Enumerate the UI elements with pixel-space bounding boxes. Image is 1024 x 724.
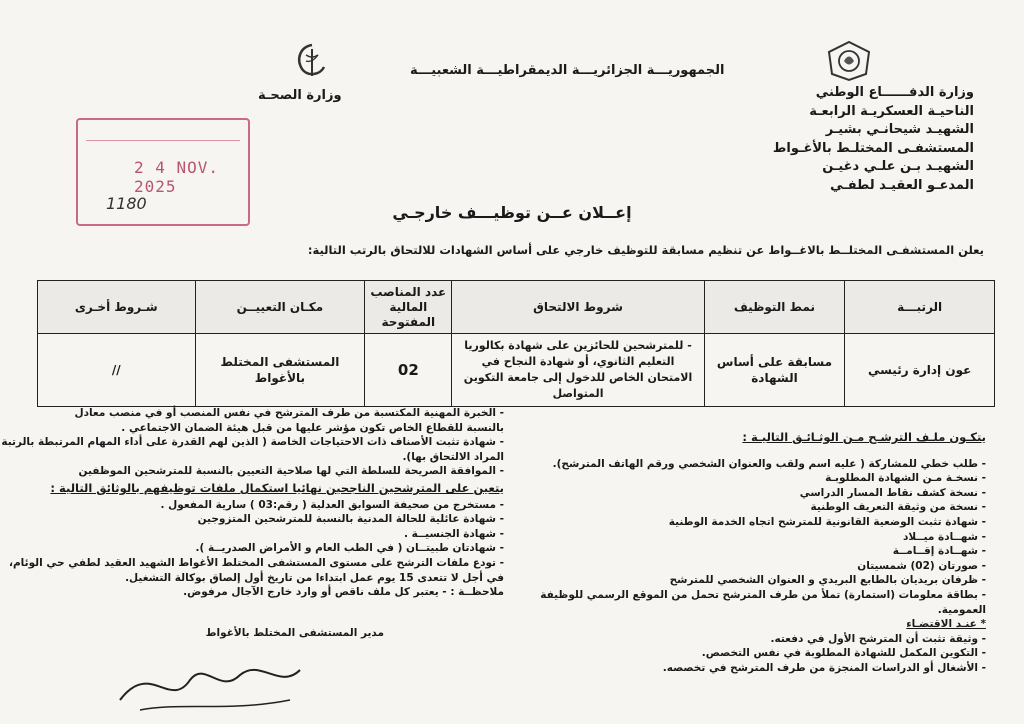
list-item: - نسخـة مـن الشهادة المطلوبـة: [825, 472, 986, 485]
issuer-line: وزارة الدفــــــاع الوطني: [815, 85, 974, 100]
issuer-line: المدعـو العقيـد لطفـي: [830, 177, 974, 193]
list-item: - شهادة تثبت الوضعية القانونية للمترشح اتجاه الخدمة الوطنية: [668, 515, 986, 528]
list-item: في أجل لا تتعدى 15 يوم عمل ابتداءا من تاريخ أول إلصاق بوكالة التشغيل.: [125, 571, 504, 584]
list-item: - صورتان (02) شمسيتان: [857, 559, 986, 572]
announcement-intro: يعلن المستشفـى المختلــط بالاغــواط عن تنظيم مسابقة للتوظيف خارجي على أساس الشهادات للالتحاق بالرتب التالية:: [307, 243, 984, 257]
list-item: * عنـد الاقتضـاء: [906, 618, 986, 631]
mode-cell: مسابقة على أساس الشهادة: [704, 334, 845, 407]
final-documents-heading: يتعين على المترشحين الناجحين نهائيا استكمال ملفات توظيفهم بالوثائق التالية :: [50, 480, 504, 495]
list-item: - شهادة الجنسيــة .: [403, 527, 504, 540]
list-item: - وثيقة تثبت أن المترشح الأول في دفعته.: [770, 632, 986, 645]
list-item: - شهــادة ميــلاد: [903, 530, 986, 543]
list-item: - طلب خطي للمشاركة ( عليه اسم ولقب والعنوان الشخصي ورقم الهاتف المترشح).: [552, 457, 986, 470]
list-item: - بطاقة معلومات (استمارة) تملأ من طرف المترشح تحمل من الموقع الرسمي للوظيفة العمومية.: [540, 588, 986, 616]
list-item: - نسخة كشف نقاط المسار الدراسي: [799, 486, 986, 499]
conditions-cell: - للمترشحين للحائزين على شهادة بكالوريا التعليم الثانوي، أو شهادة النجاح في الامتحان الخاص للدخول إلى جامعة التكوين المتواصل: [452, 334, 704, 407]
ministry-health: وزارة الصحـة: [258, 88, 342, 103]
list-item: - تودع ملفات الترشح على مستوى المستشفى المختلط الأغواط الشهيد العقيد لطفي حي الوئام،: [9, 556, 504, 569]
list-item: - الخبرة المهنية المكتسبة من طرف المترشح في نفس المنصب أو في منصب معادل: [74, 407, 504, 419]
stamp-header-line: [86, 126, 240, 141]
documents-list: [521, 430, 986, 676]
other-cell: //: [38, 334, 196, 407]
table-header: شروط الالتحاق: [452, 281, 704, 334]
rank-cell: عون إدارة رئيسي: [845, 334, 995, 407]
signature-mark: [110, 640, 310, 720]
list-item: - نسخة من وثيقة التعريف الوطنية: [810, 501, 986, 514]
stamp-number: 1180: [106, 194, 147, 213]
list-item: - ظرفان بريديان بالطابع البريدي و العنوان الشخصي للمترشح: [669, 574, 986, 587]
signature-title: مدير المستشفى المختلط بالأغواط: [205, 626, 384, 639]
health-ministry-logo: [292, 43, 332, 79]
list-item: - مستخرج من صحيفة السوابق العدلية ( رقم:03 ) سارية المفعول .: [160, 498, 504, 511]
issuer-line: الناحيـة العسكريـة الرابعـة: [809, 103, 974, 119]
documents-heading: يتكـون ملـف الترشـح مـن الوثـائـق التاليـة :: [742, 430, 986, 444]
note-line: ملاحظــة : - يعتبر كل ملف ناقص أو وارد خارج الآجال مرفوض.: [183, 586, 504, 599]
table-header: مكـان التعييــن: [195, 281, 365, 334]
announcement-title: إعــلان عــن توظيـــف خارجـي: [392, 203, 632, 222]
issuer-block: [773, 84, 974, 195]
table-header: عدد المناصب المالية المفتوحة: [365, 281, 452, 334]
republic-name: الجمهوريـــة الجزائريـــة الديمقراطيـــة الشعبيـــة: [410, 63, 725, 78]
list-item: - الموافقة الصريحة للسلطة التي لها صلاحية التعيين بالنسبة للمترشحين الموظفين: [78, 465, 504, 478]
list-item: بالنسبة للقطاع الخاص تكون مؤشر عليها من قبل هيئة الضمان الاجتماعي .: [121, 421, 504, 434]
issuer-line: الشهيـد بـن علـي دغيـن: [822, 159, 974, 174]
table-header-row: [38, 281, 995, 334]
table-row: [38, 334, 995, 407]
list-item: - شهادة عائلية للحالة المدنية بالنسبة للمترشحين المتزوجين: [197, 513, 504, 526]
list-item: - شهادتان طبيتــان ( في الطب العام و الأمراض الصدريــة ).: [195, 542, 504, 555]
issuer-line: الشهيـد شيحانـي بشيـر: [825, 122, 974, 137]
positions-cell: 02: [365, 334, 452, 407]
list-item: - التكوين المكمل للشهادة المطلوبة في نفس التخصص.: [701, 647, 986, 660]
stamp-date: 2 4 NOV. 2025: [134, 158, 220, 196]
positions-table: [37, 280, 995, 407]
table-header: الرتبـــة: [845, 281, 995, 334]
additional-documents: [1, 406, 504, 640]
list-item: - شهــادة إقــامــة: [892, 545, 986, 558]
location-cell: المستشفى المختلط بالأغواط: [195, 334, 365, 407]
list-item: - الأشغال أو الدراسات المنجزة من طرف المترشح في تخصصه.: [662, 661, 986, 674]
defense-ministry-emblem: [826, 40, 872, 82]
list-item: المراد الالتحاق بها).: [402, 450, 504, 463]
table-header: نمط التوظيف: [704, 281, 845, 334]
list-item: - شهادة تثبت الأصناف ذات الاحتياجات الخاصة ( الذين لهم القدرة على أداء المهام المرتبطة بالرتبة: [1, 436, 504, 449]
table-header: شـروط أخـرى: [38, 281, 196, 334]
issuer-line: المستشفـى المختلـط بالأغـواط: [772, 140, 974, 156]
